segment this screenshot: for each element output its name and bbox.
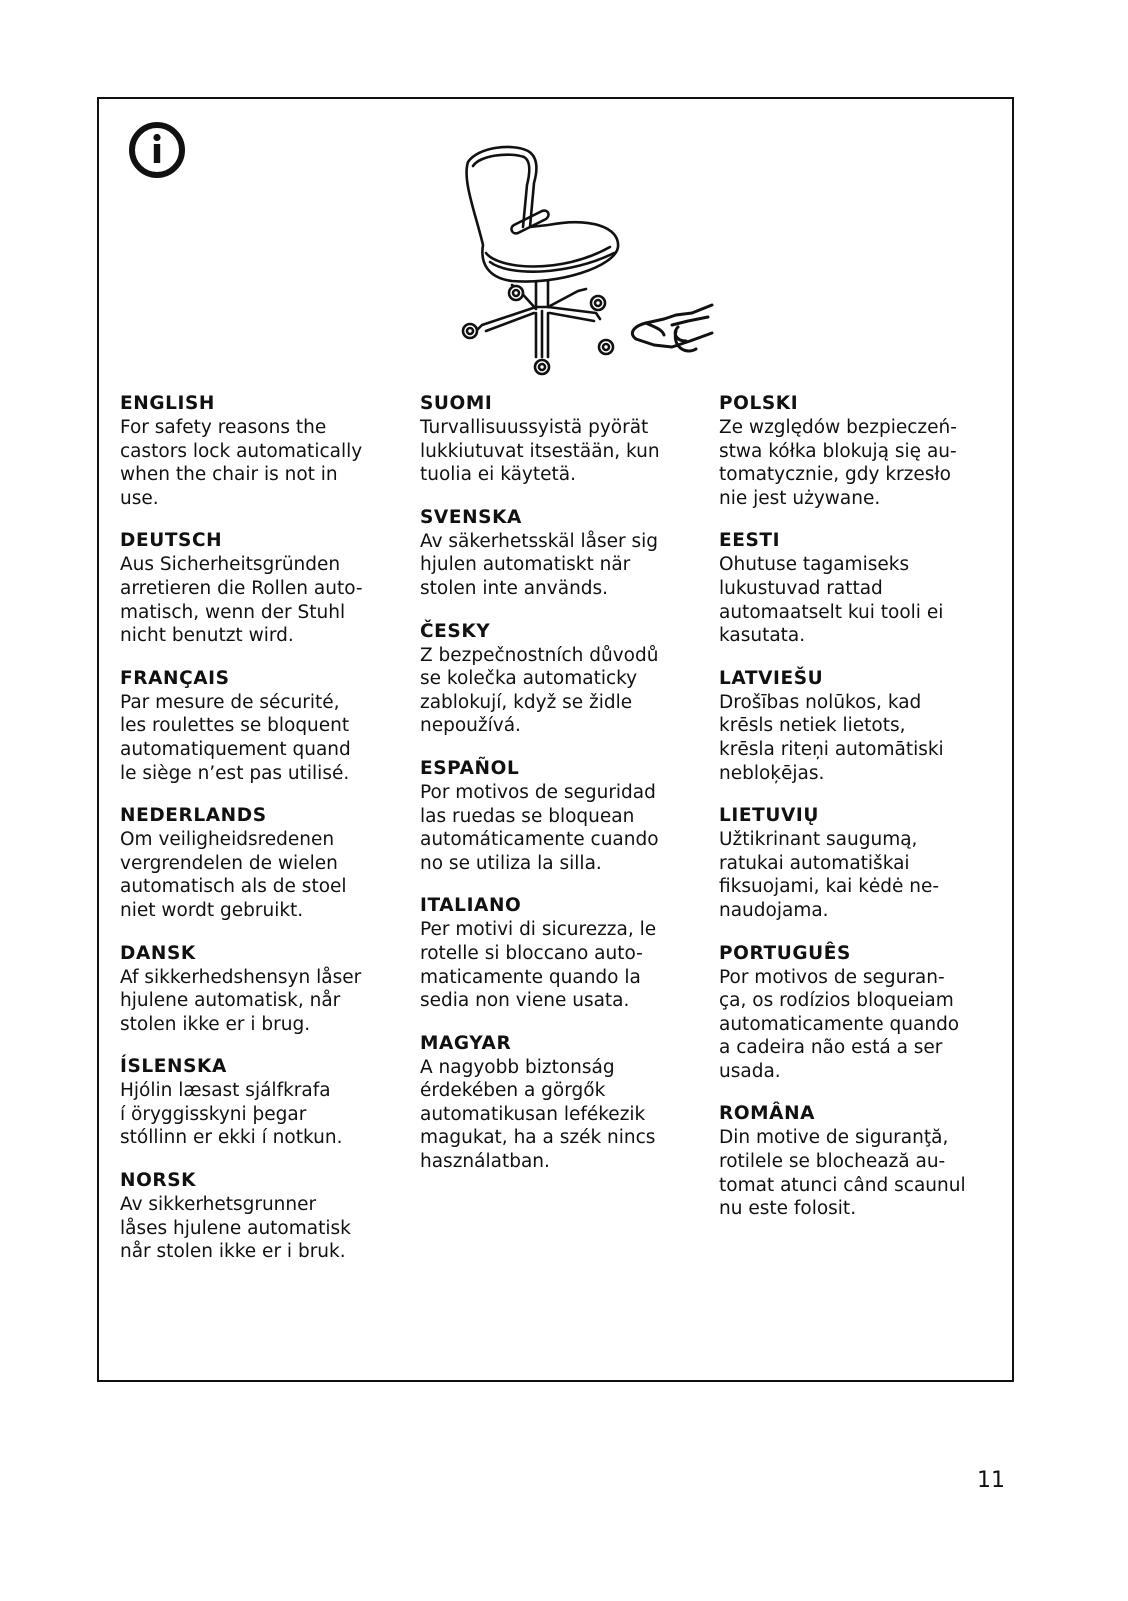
language-section <box>120 529 395 647</box>
language-section <box>420 1032 695 1174</box>
language-text: Por motivos de seguran- ça, os rodízios bloqueiam automaticamente quando a cadeira não está a ser usada. <box>719 966 960 1082</box>
language-text: Turvallisuussyistä pyörät lukkiutuvat itsestään, kun tuolia ei käytetä. <box>420 417 660 486</box>
language-text: Z bezpečnostních důvodů se kolečka automaticky zablokují, když se židle nepoužívá. <box>420 644 659 737</box>
language-text: Din motive de siguranţă, rotilele se blochează au- tomat atunci când scaunul nu este folosit. <box>719 1127 966 1220</box>
language-section <box>719 1102 994 1220</box>
language-text: For safety reasons the castors lock automatically when the chair is not in use. <box>120 417 363 509</box>
language-text: Drošības nolūkos, kad krēsls netiek lietots, krēsla riteņi automātiski nebloķējas. <box>719 691 944 784</box>
pushing-hand-icon <box>632 305 712 351</box>
language-text: Ohutuse tagamiseks lukustuvad rattad automaatselt kui tooli ei kasutata. <box>719 554 944 647</box>
language-heading: ITALIANO <box>420 895 522 917</box>
language-section <box>420 392 695 487</box>
language-text: Av sikkerhetsgrunner låses hjulene automatisk når stolen ikke er i bruk. <box>120 1194 351 1263</box>
language-section <box>120 1169 395 1264</box>
language-column-1 <box>120 392 395 1283</box>
language-heading: EESTI <box>719 530 781 552</box>
language-text: Av säkerhetsskäl låser sig hjulen automatiskt när stolen inte används. <box>420 530 658 599</box>
language-section <box>120 942 395 1037</box>
language-heading: LIETUVIŲ <box>719 805 819 827</box>
language-section <box>420 620 695 738</box>
language-text: Hjólin læsast sjálfkrafa í öryggisskyni þegar stóllinn er ekki í notkun. <box>120 1080 343 1149</box>
language-section <box>120 392 395 510</box>
info-icon <box>127 120 187 180</box>
language-heading: ÍSLENSKA <box>120 1056 227 1078</box>
language-section <box>120 804 395 922</box>
language-heading: ROMÂNA <box>719 1103 816 1125</box>
language-column-2 <box>420 392 695 1193</box>
language-section <box>120 1055 395 1150</box>
language-heading: ESPAÑOL <box>420 757 520 779</box>
language-heading: SVENSKA <box>420 506 522 528</box>
language-text: Užtikrinant saugumą, ratukai automatiškai fiksuojami, kai kėdė ne- naudojama. <box>719 829 940 921</box>
language-section <box>719 529 994 647</box>
page-number: 11 <box>977 1468 1005 1493</box>
language-heading: LATVIEŠU <box>719 667 824 689</box>
language-section <box>719 392 994 510</box>
language-text: Per motivi di sicurezza, le rotelle si bloccano auto- maticamente quando la sedia non viene usata. <box>420 919 657 1012</box>
language-heading: DEUTSCH <box>120 530 223 552</box>
language-section <box>420 894 695 1012</box>
language-text: A nagyobb biztonság érdekében a görgők automatikusan lefékezik magukat, ha a szék nincs használatban. <box>420 1056 656 1173</box>
language-text: Ze względów bezpieczeń- stwa kółka blokują się au- tomatycznie, gdy krzesło nie jest używane. <box>719 417 957 509</box>
language-heading: ENGLISH <box>120 393 215 414</box>
language-heading: ČESKY <box>420 620 491 642</box>
language-section <box>420 757 695 875</box>
language-heading: DANSK <box>120 942 196 964</box>
language-heading: SUOMI <box>420 393 493 414</box>
language-column-3 <box>719 392 994 1240</box>
language-text: Af sikkerhedshensyn låser hjulene automatisk, når stolen ikke er i brug. <box>120 966 362 1035</box>
language-section <box>719 804 994 922</box>
language-heading: PORTUGUÊS <box>719 942 851 964</box>
language-text: Par mesure de sécurité, les roulettes se bloquent automatiquement quand le siège n’est pas utilisé. <box>120 691 351 784</box>
language-text: Om veiligheidsredenen vergrendelen de wielen automatisch als de stoel niet wordt gebruikt. <box>120 829 347 921</box>
office-chair-icon <box>467 147 619 357</box>
language-section <box>719 942 994 1084</box>
language-section <box>420 506 695 601</box>
language-text: Por motivos de seguridad las ruedas se bloquean automáticamente cuando no se utiliza la silla. <box>420 781 659 874</box>
language-section <box>719 667 994 785</box>
language-heading: FRANÇAIS <box>120 667 230 689</box>
office-chair-illustration <box>450 135 740 385</box>
language-heading: POLSKI <box>719 393 799 414</box>
language-text: Aus Sicherheitsgründen arretieren die Rollen auto- matisch, wenn der Stuhl nicht benutzt wird. <box>120 554 363 647</box>
language-section <box>120 667 395 785</box>
language-heading: NEDERLANDS <box>120 805 267 827</box>
language-heading: MAGYAR <box>420 1032 512 1054</box>
language-heading: NORSK <box>120 1170 197 1192</box>
